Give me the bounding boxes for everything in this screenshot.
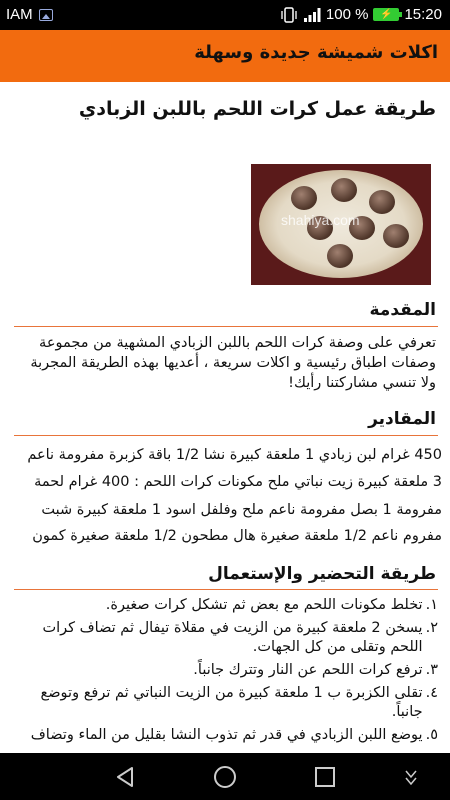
status-bar <box>0 0 450 30</box>
ingredients-line: مفرومة 1 بصل مفرومة ناعم ملح وفلفل اسود 1 ملعقة كبيرة شبت <box>41 502 442 518</box>
method-divider <box>14 589 438 590</box>
back-icon[interactable] <box>114 766 136 788</box>
intro-divider <box>14 326 438 327</box>
clock: 15:20 <box>404 6 442 23</box>
recipe-photo <box>251 164 431 285</box>
method-heading: طريقة التحضير والإستعمال <box>208 564 436 584</box>
step-number: ٣. <box>425 662 438 678</box>
method-step <box>12 661 438 680</box>
ingredients-divider <box>14 435 438 436</box>
recents-icon[interactable] <box>314 766 336 788</box>
step-text: يوضع اللبن الزبادي في قدر ثم تذوب النشا بقليل من الماء وتضاف <box>30 727 423 743</box>
method-step <box>12 726 438 745</box>
step-text: تقلى الكزبرة ب 1 ملعقة كبيرة من الزيت النباتي ثم ترفع وتوضع جانباً. <box>40 685 423 720</box>
step-number: ٤. <box>425 685 438 701</box>
step-number: ١. <box>425 597 438 613</box>
method-step <box>12 684 438 722</box>
step-text: تخلط مكونات اللحم مع بعض ثم تشكل كرات صغيرة. <box>105 597 423 613</box>
article-title: طريقة عمل كرات اللحم باللبن الزبادي <box>78 98 436 120</box>
battery-charging-icon: ⚡ <box>373 8 399 21</box>
app-title: اكلات شميشة جديدة وسهلة <box>194 42 438 63</box>
intro-heading: المقدمة <box>369 300 436 320</box>
method-steps <box>12 596 438 749</box>
method-step <box>12 596 438 615</box>
method-step <box>12 619 438 657</box>
ingredients-line: مفروم ناعم 1/2 ملعقة صغيرة هال مطحون 1/2 ملعقة صغيرة كمون <box>32 528 442 544</box>
article-content[interactable] <box>0 82 450 753</box>
carrier-label: IAM <box>6 6 33 23</box>
hide-navigation-icon[interactable] <box>404 769 418 785</box>
photo-watermark: shahiya.com <box>281 212 360 228</box>
ingredients-line: 450 غرام لبن زبادي 1 ملعقة كبيرة نشا 1/2 باقة كزبرة مفرومة ناعم <box>27 447 442 463</box>
step-number: ٥. <box>425 727 438 743</box>
intro-text: تعرفي على وصفة كرات اللحم باللبن الزبادي المشهية من مجموعة وصفات اطباق رئيسية و اكلات سريعة ، أعديها بهذه الطريقة المجربة ولا تنسي مشاركتنا رأيك! <box>30 335 436 391</box>
home-icon[interactable] <box>213 765 237 789</box>
ingredients-line: 3 ملعقة كبيرة زيت نباتي ملح مكونات كرات اللحم : 400 غرام لحمة <box>34 474 442 490</box>
app-bar <box>0 30 450 82</box>
signal-icon <box>303 7 321 23</box>
image-notification-icon <box>39 9 53 21</box>
step-text: يسخن 2 ملعقة كبيرة من الزيت في مقلاة تيفال ثم تضاف كرات اللحم وتقلى من كل الجهات. <box>42 620 423 655</box>
ingredients-heading: المقادير <box>368 409 436 429</box>
navigation-bar <box>0 753 450 800</box>
battery-percent: 100 % <box>325 6 369 23</box>
step-number: ٢. <box>425 620 438 636</box>
step-text: ترفع كرات اللحم عن النار وتترك جانباً. <box>193 662 423 678</box>
vibrate-icon <box>280 7 298 23</box>
